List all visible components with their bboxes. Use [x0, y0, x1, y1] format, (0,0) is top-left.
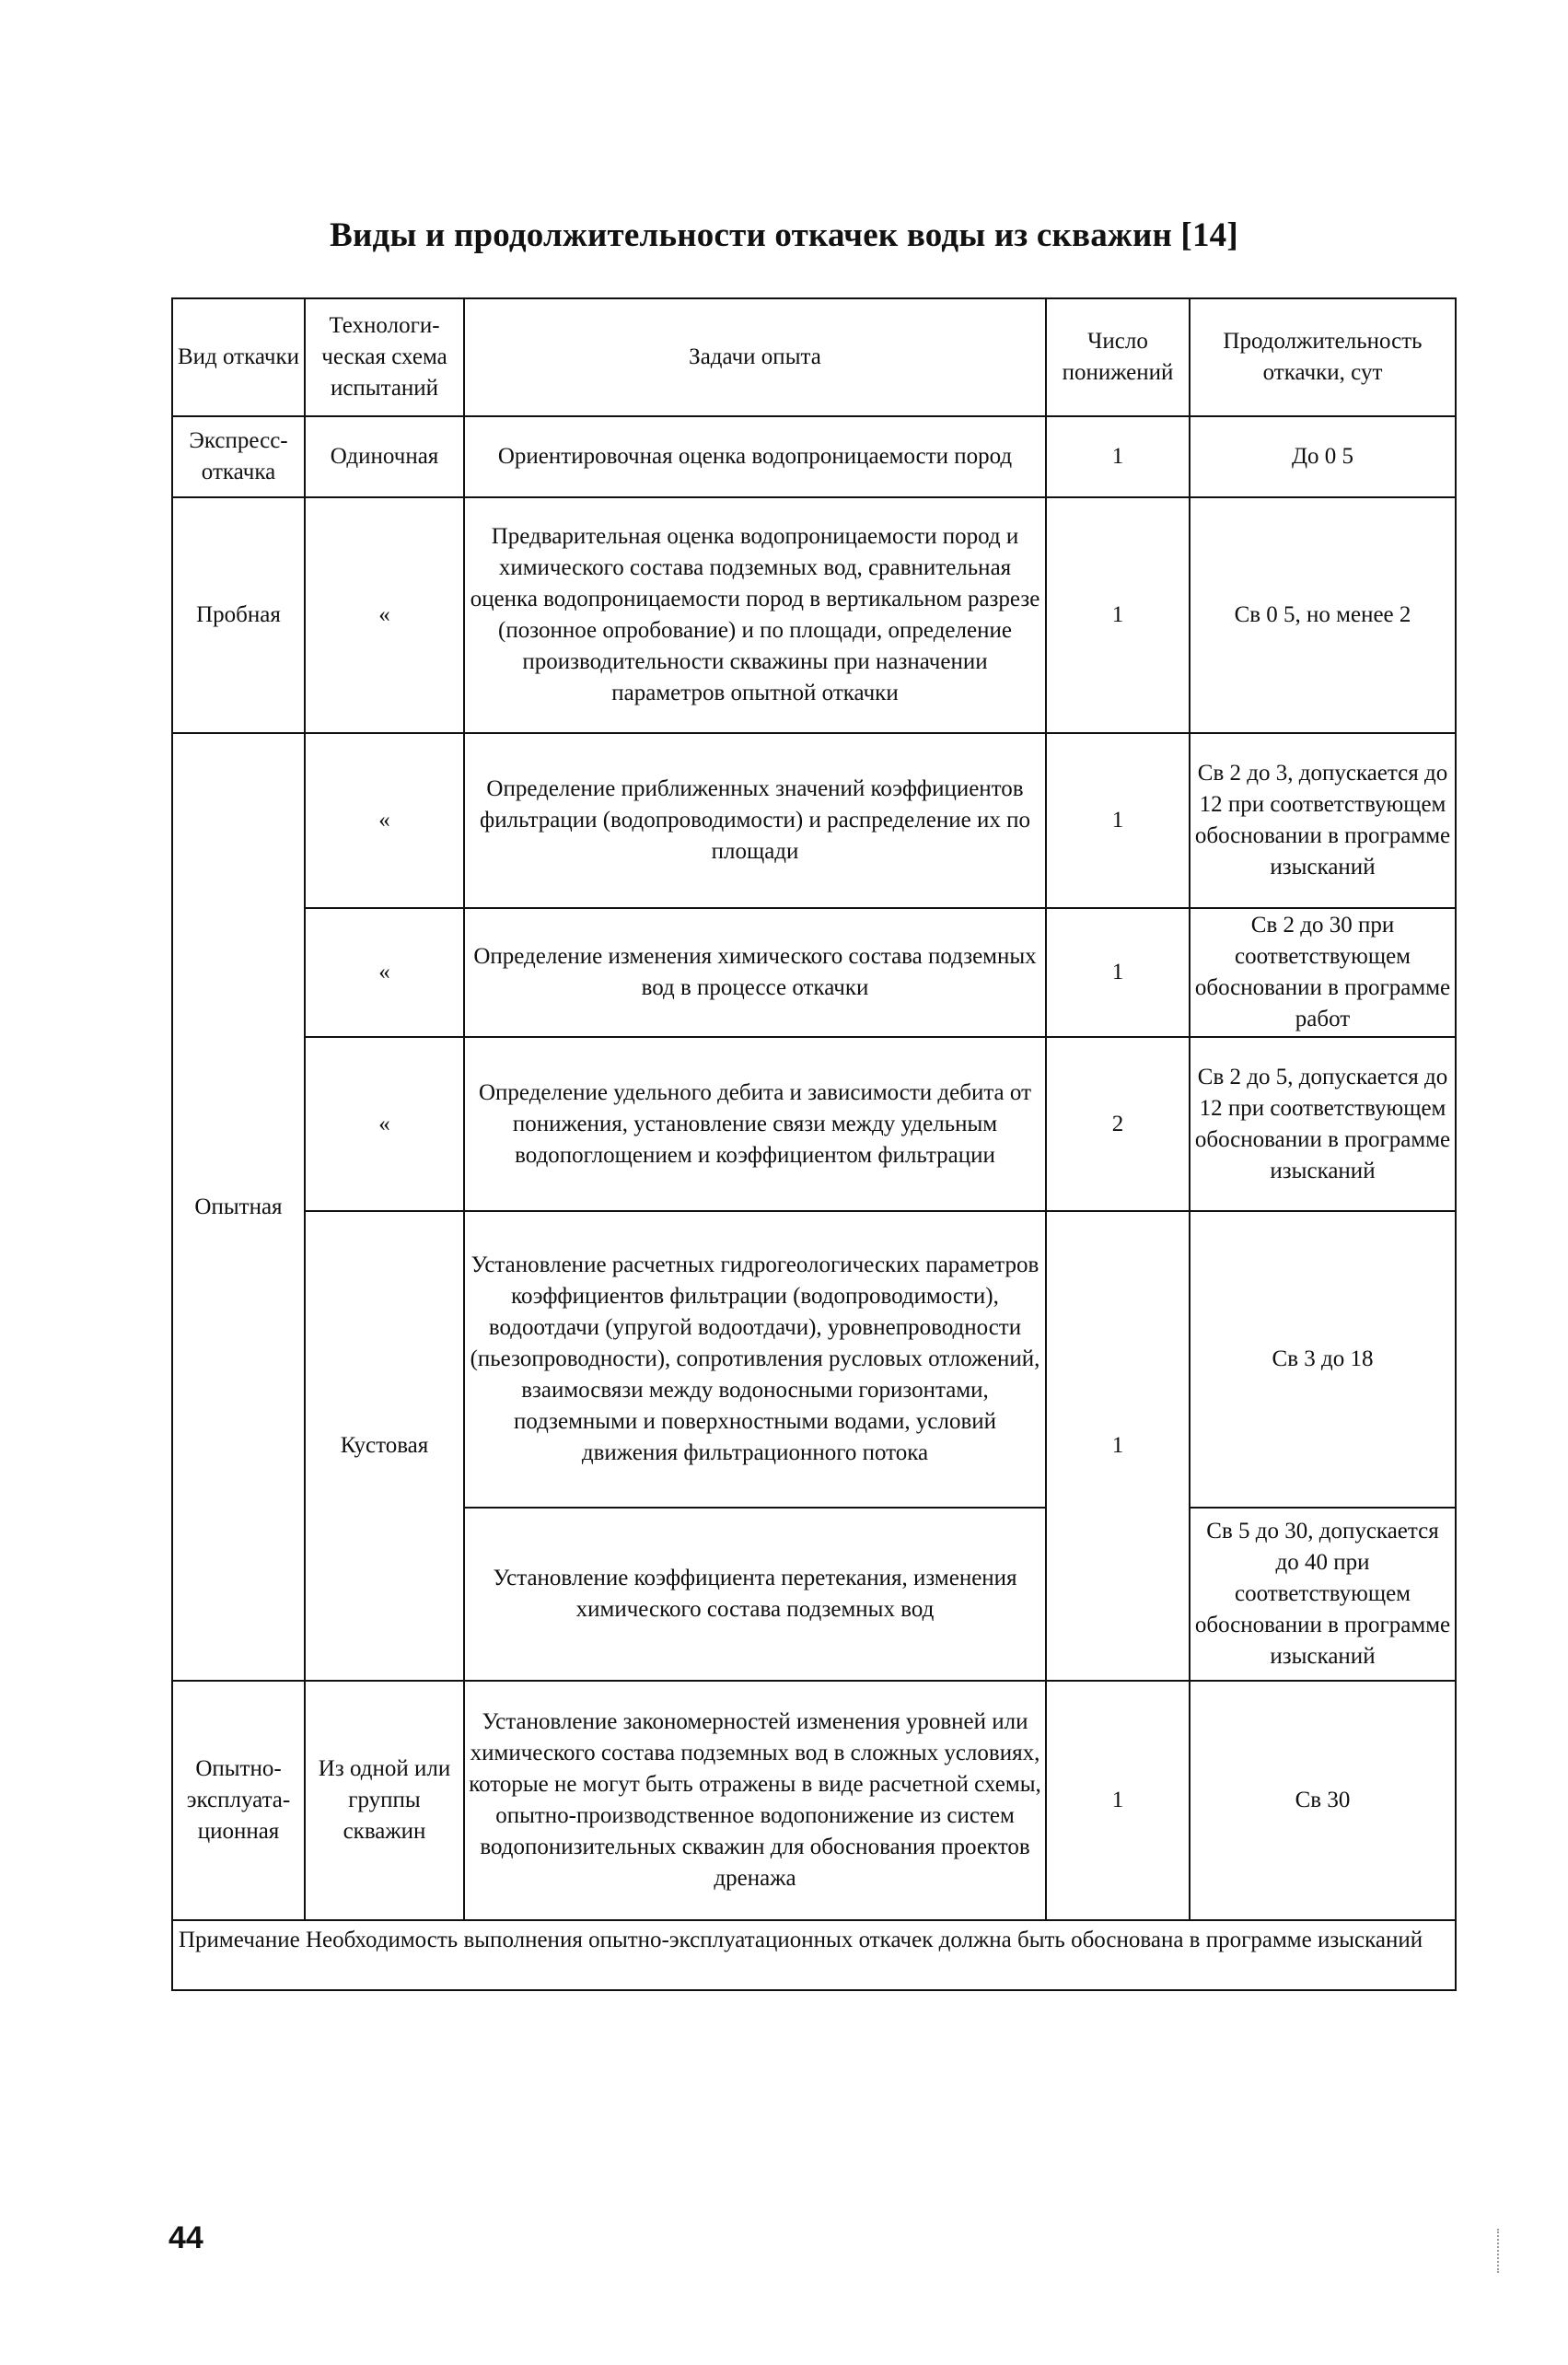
header-type: Вид откачки	[172, 298, 305, 416]
cell-drawdowns: 1	[1046, 1211, 1190, 1681]
table-row	[172, 497, 1456, 733]
cell-tasks: Определение удельного дебита и зависимости дебита от понижения, установление связи между удельным водопоглощением и коэффициентом фильтрации	[464, 1037, 1046, 1211]
table-row	[172, 908, 1456, 1037]
cell-drawdowns: 1	[1046, 416, 1190, 497]
table-row	[172, 416, 1456, 497]
cell-drawdowns: 1	[1046, 733, 1190, 908]
cell-tasks: Определение изменения химического состава подземных вод в процессе откачки	[464, 908, 1046, 1037]
cell-tasks: Установление закономерностей изменения уровней или химического состава подземных вод в сложных условиях, которые не могут быть отражены в виде расчетной схемы, опытно-производственное водопонижение из систем водопонизительных скважин для обоснования проектов дренажа	[464, 1681, 1046, 1920]
cell-tasks: Установление коэффициента перетекания, изменения химического состава подземных вод	[464, 1508, 1046, 1681]
cell-tasks: Предварительная оценка водопроницаемости пород и химического состава подземных вод, сравнительная оценка водопроницаемости пород в вертикальном разрезе (позонное опробование) и по площади, определение производительности скважины при назначении параметров опытной откачки	[464, 497, 1046, 733]
cell-tasks: Определение приближенных значений коэффициентов фильтрации (водопроводимости) и распределение их по площади	[464, 733, 1046, 908]
cell-tasks: Установление расчетных гидрогеологических параметров коэффициентов фильтрации (водопроводимости), водоотдачи (упругой водоотдачи), уровнепроводности (пьезопроводности), сопротивления русловых отложений, взаимосвязи между водоносными горизонтами, подземными и поверхностными водами, условий движения фильтрационного потока	[464, 1211, 1046, 1508]
cell-duration: Св 2 до 30 при соответствующем обосновании в программе работ	[1190, 908, 1456, 1037]
table-row	[172, 1681, 1456, 1920]
cell-type: Опытно-эксплуата-ционная	[172, 1681, 305, 1920]
table-row	[172, 1037, 1456, 1211]
page-number: 44	[168, 2220, 203, 2255]
cell-drawdowns: 1	[1046, 497, 1190, 733]
header-tasks: Задачи опыта	[464, 298, 1046, 416]
cell-duration: Св 3 до 18	[1190, 1211, 1456, 1508]
cell-duration: Св 5 до 30, допускается до 40 при соответствующем обосновании в программе изысканий	[1190, 1508, 1456, 1681]
cell-tasks: Ориентировочная оценка водопроницаемости пород	[464, 416, 1046, 497]
cell-drawdowns: 1	[1046, 908, 1190, 1037]
cell-scheme: «	[305, 1037, 464, 1211]
cell-duration: Св 30	[1190, 1681, 1456, 1920]
header-drawdowns: Число понижений	[1046, 298, 1190, 416]
scan-edge-mark	[1497, 2229, 1501, 2273]
table-row	[172, 1211, 1456, 1508]
table-header-row	[172, 298, 1456, 416]
cell-scheme: Из одной или группы скважин	[305, 1681, 464, 1920]
header-duration: Продолжительность откачки, сут	[1190, 298, 1456, 416]
cell-duration: До 0 5	[1190, 416, 1456, 497]
header-scheme: Технологи-ческая схема испытаний	[305, 298, 464, 416]
cell-drawdowns: 2	[1046, 1037, 1190, 1211]
cell-scheme: Одиночная	[305, 416, 464, 497]
table-note: Примечание Необходимость выполнения опытно-эксплуатационных откачек должна быть обоснована в программе изысканий	[172, 1920, 1456, 1990]
cell-scheme: «	[305, 497, 464, 733]
cell-scheme: Кустовая	[305, 1211, 464, 1681]
cell-type: Опытная	[172, 733, 305, 1681]
cell-type: Экспресс-откачка	[172, 416, 305, 497]
cell-scheme: «	[305, 733, 464, 908]
pumping-types-table	[171, 297, 1457, 1991]
cell-type: Пробная	[172, 497, 305, 733]
cell-duration: Св 0 5, но менее 2	[1190, 497, 1456, 733]
table-note-row	[172, 1920, 1456, 1990]
cell-drawdowns: 1	[1046, 1681, 1190, 1920]
cell-scheme: «	[305, 908, 464, 1037]
cell-duration: Св 2 до 3, допускается до 12 при соответствующем обосновании в программе изысканий	[1190, 733, 1456, 908]
table-row	[172, 733, 1456, 908]
page-title: Виды и продолжительности откачек воды из скважин [14]	[330, 216, 1238, 254]
cell-duration: Св 2 до 5, допускается до 12 при соответствующем обосновании в программе изысканий	[1190, 1037, 1456, 1211]
